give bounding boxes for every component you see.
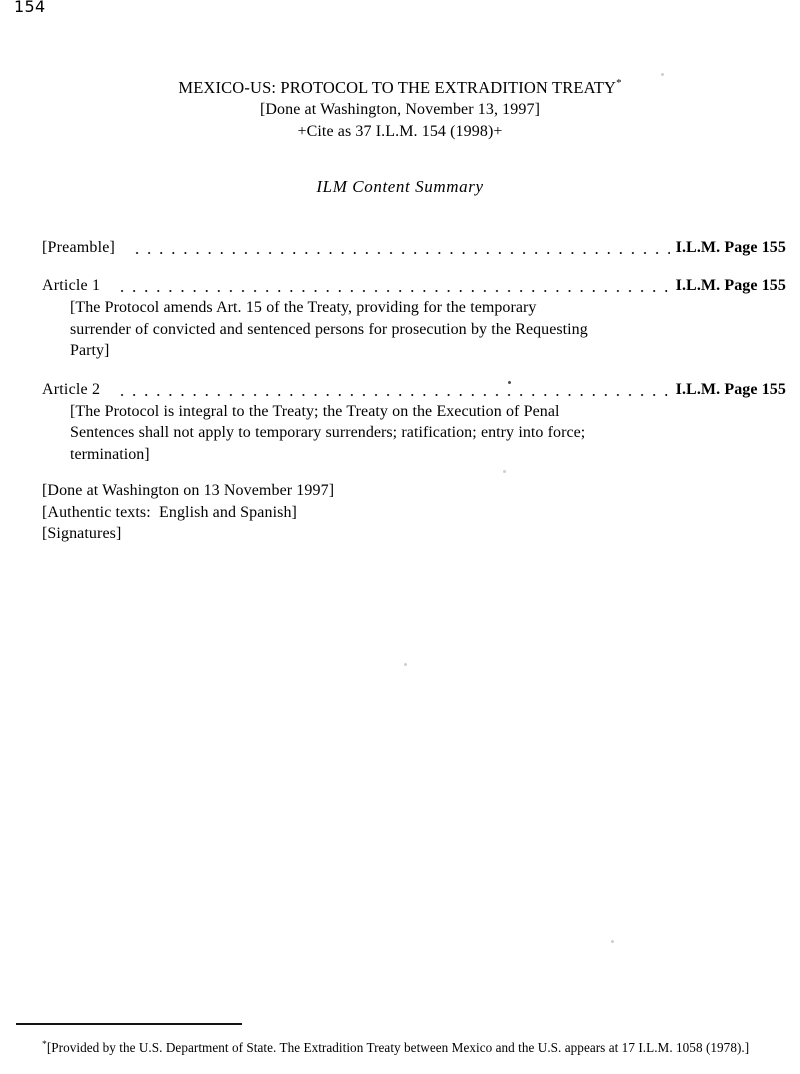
toc-entry-article-1	[42, 276, 786, 362]
toc-description-line: surrender of convicted and sentenced persons for prosecution by the Requesting	[70, 320, 588, 338]
closing-block	[42, 480, 334, 545]
toc-description-line: termination]	[70, 445, 150, 463]
toc-page-reference[interactable]: I.L.M. Page 155	[675, 277, 786, 294]
title-footnote-marker: *	[616, 77, 622, 89]
toc-label: Article 2	[42, 380, 101, 398]
scan-artifact-speck	[611, 940, 614, 943]
toc-page-reference[interactable]: I.L.M. Page 155	[675, 380, 786, 398]
scan-artifact-speck	[508, 381, 511, 384]
toc-description-line: Party]	[70, 342, 110, 359]
footnote	[16, 1036, 791, 1057]
scan-artifact-speck	[404, 663, 407, 666]
toc-description	[70, 297, 648, 362]
toc-line	[42, 238, 786, 258]
toc-description-line: [The Protocol is integral to the Treaty; the Treaty on the Execution of Penal	[70, 402, 560, 420]
document-title	[0, 72, 800, 99]
closing-line-signatures: [Signatures]	[42, 525, 122, 542]
toc-description-line: Sentences shall not apply to temporary surrenders; ratification; entry into force;	[70, 424, 586, 441]
footnote-separator-rule	[16, 1023, 242, 1025]
section-heading: ILM Content Summary	[316, 177, 484, 196]
document-title-text: MEXICO-US: PROTOCOL TO THE EXTRADITION TREATY	[178, 78, 617, 97]
toc-label: [Preamble]	[42, 239, 116, 256]
closing-line-done-at: [Done at Washington on 13 November 1997]	[42, 482, 335, 499]
dot-leader-icon	[116, 280, 669, 296]
footnote-text: [Provided by the U.S. Department of State. The Extradition Treaty between Mexico and the U.S. appears at 17 I.L.M. 1058 (1978).]	[46, 1040, 750, 1055]
document-subtitle-done-at: [Done at Washington, November 13, 1997]	[259, 101, 541, 118]
toc-description	[70, 401, 648, 466]
document-subtitle-citation: +Cite as 37 I.L.M. 154 (1998)+	[297, 123, 503, 140]
scan-artifact-speck	[503, 470, 506, 473]
toc-label: Article 1	[42, 277, 101, 294]
dot-leader-icon	[116, 384, 669, 400]
table-of-contents	[42, 238, 786, 465]
toc-entry-article-2	[42, 380, 786, 466]
toc-line	[42, 380, 786, 400]
scan-artifact-speck	[661, 73, 664, 76]
closing-line-authentic-texts: [Authentic texts: English and Spanish]	[42, 503, 297, 521]
page-number: 154	[14, 0, 46, 16]
footnote-marker: *	[42, 1040, 47, 1050]
toc-description-line: [The Protocol amends Art. 15 of the Treaty, providing for the temporary	[70, 299, 537, 316]
dot-leader-icon	[131, 242, 670, 258]
title-block	[0, 72, 800, 143]
toc-line	[42, 276, 786, 296]
toc-page-reference[interactable]: I.L.M. Page 155	[675, 239, 786, 256]
toc-entry-preamble	[42, 238, 786, 258]
